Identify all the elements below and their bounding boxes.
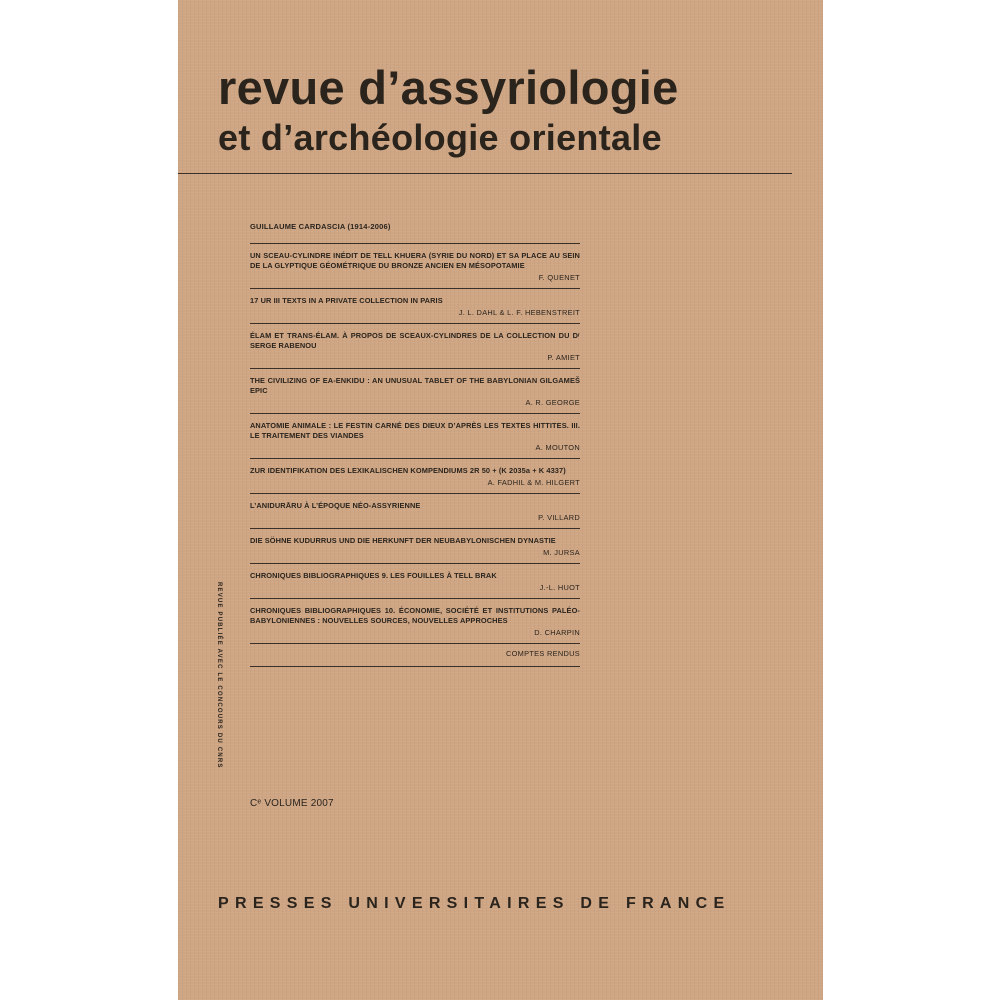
toc-entry-author: D. CHARPIN: [534, 628, 580, 637]
journal-title-line2: et d’archéologie orientale: [218, 117, 662, 158]
toc-entry-title: CHRONIQUES BIBLIOGRAPHIQUES 10. ÉCONOMIE, SOCIÉTÉ ET INSTITUTIONS PALÉO-BABYLONIENNES : NOUVELLES SOURCES, NOUVELLES APPROCHES: [250, 606, 580, 625]
toc-entry: [250, 288, 580, 317]
toc-entry-title: ZUR IDENTIFIKATION DES LEXIKALISCHEN KOMPENDIUMS 2R 50 + (K 2035a + K 4337): [250, 466, 566, 475]
toc-entry-author: P. VILLARD: [538, 513, 580, 522]
toc-entry: [250, 243, 580, 282]
toc-entry: [250, 528, 580, 557]
toc-entry-author: F. QUENET: [538, 273, 580, 282]
toc-entry: [250, 368, 580, 407]
toc-entry-title: L’ANIDURĀRU À L’ÉPOQUE NÉO-ASSYRIENNE: [250, 501, 421, 510]
toc-entry: [250, 493, 580, 522]
toc-entry: [250, 323, 580, 362]
toc-entry-title: DIE SÖHNE KUDURRUS UND DIE HERKUNFT DER NEUBABYLONISCHEN DYNASTIE: [250, 536, 556, 545]
toc-entry-title: ÉLAM ET TRANS-ÉLAM. À PROPOS DE SCEAUX-CYLINDRES DE LA COLLECTION DU Dʳ SERGE RABENOU: [250, 331, 580, 350]
toc-entry-author: A. R. GEORGE: [525, 398, 580, 407]
side-credit: REVUE PUBLIÉE AVEC LE CONCOURS DU CNRS: [216, 582, 222, 769]
toc-entry-title: THE CIVILIZING OF EA-ENKIDU : AN UNUSUAL TABLET OF THE BABYLONIAN GILGAMEŠ EPIC: [250, 376, 580, 395]
comptes-rendus-label: COMPTES RENDUS: [505, 649, 580, 658]
toc-entry-title: 17 UR III TEXTS IN A PRIVATE COLLECTION IN PARIS: [250, 296, 443, 305]
toc-entry-title: CHRONIQUES BIBLIOGRAPHIQUES 9. LES FOUILLES À TELL BRAK: [250, 571, 497, 580]
table-of-contents: [250, 222, 580, 667]
toc-entry-author: M. JURSA: [543, 548, 580, 557]
comptes-rendus-section: [250, 643, 580, 667]
toc-entry-author: J.-L. HUOT: [539, 583, 580, 592]
toc-entry: [250, 598, 580, 637]
toc-entry-title: ANATOMIE ANIMALE : LE FESTIN CARNÉ DES DIEUX D’APRÈS LES TEXTES HITTITES. III. LE TRAITEMENT DES VIANDES: [250, 421, 580, 440]
toc-entry-author: A. MOUTON: [535, 443, 580, 452]
toc-entry: [250, 413, 580, 452]
toc-entry-title: UN SCEAU-CYLINDRE INÉDIT DE TELL KHUERA (SYRIE DU NORD) ET SA PLACE AU SEIN DE LA GLYPTIQUE GÉOMÉTRIQUE DU BRONZE ANCIEN EN MÉSOPOTAMIE: [250, 251, 580, 270]
toc-entry-author: J. L. DAHL & L. F. HEBENSTREIT: [458, 308, 580, 317]
toc-entry: [250, 563, 580, 592]
volume-label: Cᵉ VOLUME 2007: [250, 798, 334, 809]
toc-entry-author: A. FADHIL & M. HILGERT: [487, 478, 580, 487]
toc-entry-author: P. AMIET: [547, 353, 580, 362]
toc-entry: [250, 458, 580, 487]
title-divider: [178, 173, 792, 174]
publisher-name: PRESSES UNIVERSITAIRES DE FRANCE: [218, 895, 731, 912]
journal-title-line1: revue d’assyriologie: [218, 61, 679, 114]
obituary-heading: GUILLAUME CARDASCIA (1914-2006): [250, 222, 391, 231]
